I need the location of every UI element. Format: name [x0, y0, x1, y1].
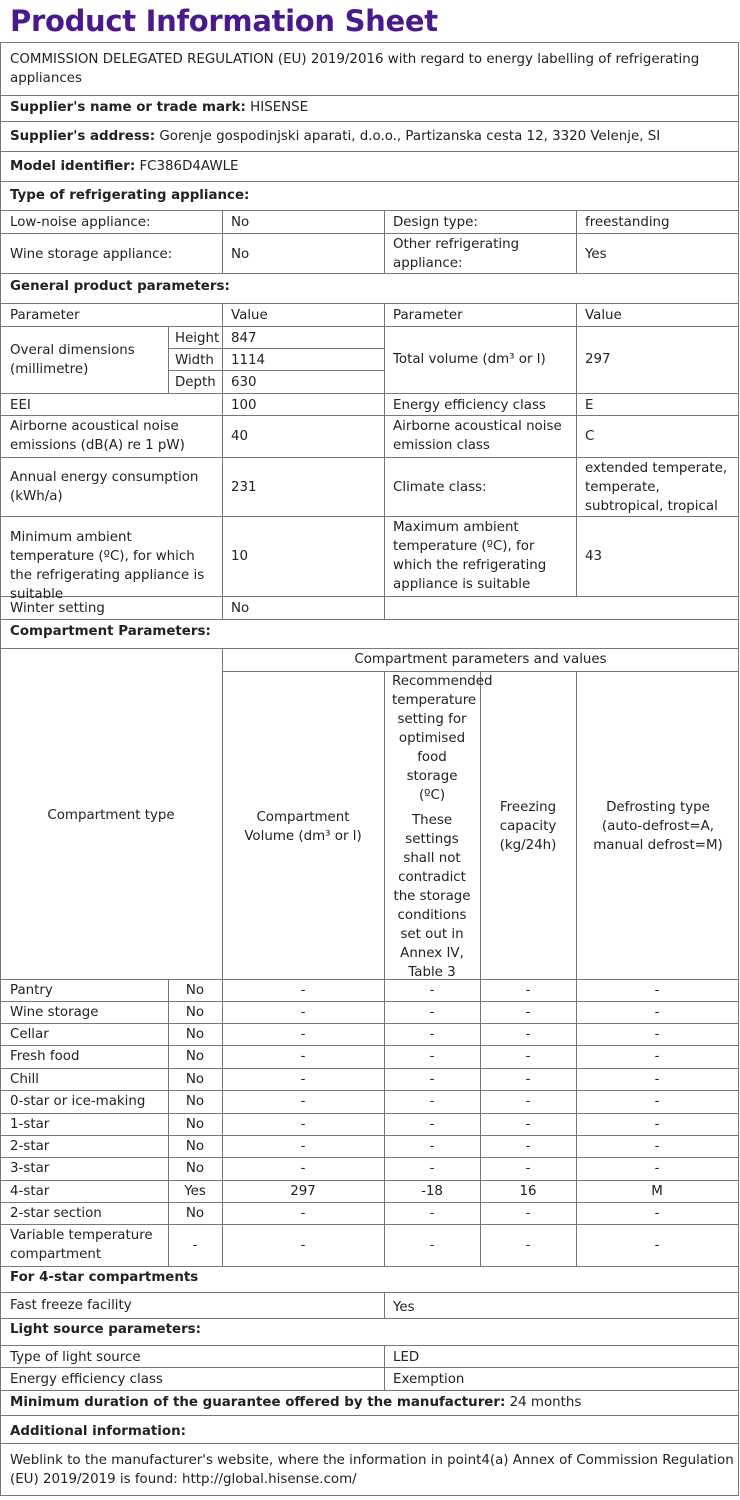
- comp-row-temp: -: [429, 1238, 435, 1253]
- noise-class-label: Airborne acoustical noise emission class: [393, 419, 562, 453]
- comp-row-temp: -: [429, 1094, 435, 1109]
- height-value: 847: [231, 331, 257, 346]
- other-appliance-value: Yes: [585, 247, 607, 262]
- light-class-label: Energy efficiency class: [10, 1372, 163, 1387]
- comp-row-defrost: -: [654, 1139, 660, 1154]
- weblink-text: Weblink to the manufacturer's website, where the information in point4(a) Annex of Commission Regulation (EU) 2019/2019 is found:: [10, 1453, 734, 1487]
- comp-row-freezing: -: [525, 1238, 531, 1253]
- low-noise-label: Low-noise appliance:: [10, 215, 151, 230]
- comp-row-temp: -: [429, 1161, 435, 1176]
- comp-row-volume: -: [300, 1005, 306, 1020]
- address-row: [10, 127, 660, 146]
- supplier-value: HISENSE: [250, 100, 309, 115]
- comp-row-name: Wine storage: [10, 1005, 99, 1020]
- comp-row-volume: -: [300, 1238, 306, 1253]
- comp-group-header: Compartment parameters and values: [354, 652, 607, 667]
- design-type-value: freestanding: [585, 215, 670, 230]
- comp-row-freezing: -: [525, 1094, 531, 1109]
- fast-freeze-value: Yes: [393, 1300, 415, 1315]
- comp-row-defrost: -: [654, 1027, 660, 1042]
- regulation-text: COMMISSION DELEGATED REGULATION (EU) 2019/2016 with regard to energy labelling of refrigerating appliances: [10, 52, 700, 86]
- design-type-label: Design type:: [393, 215, 478, 230]
- model-value: FC386D4AWLE: [139, 159, 239, 174]
- comp-row-name: Chill: [10, 1072, 39, 1087]
- comp-row-name: Pantry: [10, 983, 53, 998]
- comp-row-name: 0-star or ice-making: [10, 1094, 146, 1109]
- col-value-1: Value: [231, 308, 268, 323]
- address-label: Supplier's address:: [10, 129, 156, 144]
- comp-row-name: 4-star: [10, 1184, 50, 1199]
- comp-row-present: No: [185, 1049, 205, 1064]
- comp-row-defrost: -: [654, 1094, 660, 1109]
- guarantee-label: Minimum duration of the guarantee offered by the manufacturer:: [10, 1395, 506, 1410]
- col-parameter-1: Parameter: [10, 308, 80, 323]
- depth-value: 630: [231, 375, 257, 390]
- comp-row-present: No: [185, 983, 205, 998]
- climate-value: extended temperate, temperate, subtropical, tropical: [585, 461, 728, 514]
- guarantee-value: 24 months: [509, 1395, 582, 1410]
- comp-row-temp: -: [429, 1027, 435, 1042]
- comp-row-volume: -: [300, 1161, 306, 1176]
- comp-row-volume: 297: [290, 1184, 316, 1199]
- comp-row-defrost: -: [654, 1117, 660, 1132]
- comp-row-freezing: -: [525, 983, 531, 998]
- weblink-url[interactable]: http://global.hisense.com/: [182, 1472, 357, 1487]
- comp-freezing-header: Freezing capacity (kg/24h): [499, 800, 557, 853]
- max-temp-label: Maximum ambient temperature (ºC), for which the refrigerating appliance is suitable: [393, 520, 547, 592]
- comp-row-name: 3-star: [10, 1161, 50, 1176]
- comp-row-volume: -: [300, 1027, 306, 1042]
- comp-row-freezing: -: [525, 1139, 531, 1154]
- comp-row-defrost: -: [654, 1238, 660, 1253]
- comp-row-present: -: [192, 1238, 198, 1253]
- col-parameter-2: Parameter: [393, 308, 463, 323]
- fast-freeze-label: Fast freeze facility: [10, 1298, 132, 1313]
- comp-row-volume: -: [300, 1049, 306, 1064]
- comp-row-temp: -: [429, 1139, 435, 1154]
- comp-row-freezing: -: [525, 1049, 531, 1064]
- comp-row-freezing: -: [525, 1117, 531, 1132]
- annual-energy-value: 231: [231, 480, 257, 495]
- comp-row-volume: -: [300, 1072, 306, 1087]
- comp-row-temp: -: [429, 1117, 435, 1132]
- fourstar-heading: For 4-star compartments: [10, 1270, 199, 1285]
- energy-class-label: Energy efficiency class: [393, 398, 546, 413]
- wine-storage-value: No: [231, 247, 250, 262]
- comp-row-temp: -: [429, 983, 435, 998]
- width-value: 1114: [231, 353, 266, 368]
- comp-row-defrost: -: [654, 1049, 660, 1064]
- climate-label: Climate class:: [393, 480, 487, 495]
- comp-row-temp: -: [429, 1049, 435, 1064]
- comp-row-defrost: -: [654, 983, 660, 998]
- comp-row-present: Yes: [184, 1184, 206, 1199]
- comp-temp-header: Recommended temperature setting for optimised food storage (ºC): [392, 674, 493, 803]
- low-noise-value: No: [231, 215, 250, 230]
- col-value-2: Value: [585, 308, 622, 323]
- guarantee-row: [10, 1393, 581, 1412]
- type-heading: Type of refrigerating appliance:: [10, 188, 250, 203]
- min-temp-label: Minimum ambient temperature (ºC), for which the refrigerating appliance is suitable: [10, 530, 205, 602]
- comp-row-freezing: -: [525, 1072, 531, 1087]
- compartment-heading: Compartment Parameters:: [10, 624, 211, 639]
- comp-row-present: No: [185, 1072, 205, 1087]
- comp-row-name: 2-star: [10, 1139, 50, 1154]
- comp-row-present: No: [185, 1206, 205, 1221]
- height-label: Height: [175, 331, 220, 346]
- model-label: Model identifier:: [10, 159, 136, 174]
- supplier-label: Supplier's name or trade mark:: [10, 100, 246, 115]
- page-title: Product Information Sheet: [10, 4, 438, 38]
- dimensions-label: Overal dimensions (millimetre): [10, 343, 135, 377]
- total-volume-label: Total volume (dm³ or l): [393, 352, 546, 367]
- wine-storage-label: Wine storage appliance:: [10, 247, 173, 262]
- noise-class-value: C: [585, 429, 595, 444]
- comp-row-name: 1-star: [10, 1117, 50, 1132]
- address-value: Gorenje gospodinjski aparati, d.o.o., Partizanska cesta 12, 3320 Velenje, SI: [159, 129, 661, 144]
- comp-row-defrost: -: [654, 1206, 660, 1221]
- comp-row-present: No: [185, 1027, 205, 1042]
- comp-row-present: No: [185, 1094, 205, 1109]
- comp-row-volume: -: [300, 1117, 306, 1132]
- comp-row-freezing: -: [525, 1027, 531, 1042]
- comp-row-defrost: -: [654, 1005, 660, 1020]
- light-heading: Light source parameters:: [10, 1322, 201, 1337]
- comp-temp-note: These settings shall not contradict the storage conditions set out in Annex IV, Table 3: [393, 813, 471, 980]
- comp-row-volume: -: [300, 1139, 306, 1154]
- comp-row-defrost: M: [651, 1184, 663, 1199]
- comp-row-present: No: [185, 1117, 205, 1132]
- comp-row-present: No: [185, 1161, 205, 1176]
- comp-defrost-header: Defrosting type (auto-defrost=A, manual defrost=M): [593, 800, 723, 853]
- depth-label: Depth: [175, 375, 216, 390]
- eei-label: EEI: [10, 398, 31, 413]
- comp-row-volume: -: [300, 983, 306, 998]
- comp-volume-header: Compartment Volume (dm³ or l): [244, 810, 362, 844]
- comp-row-freezing: 16: [519, 1184, 537, 1199]
- general-heading: General product parameters:: [10, 279, 230, 294]
- annual-energy-label: Annual energy consumption (kWh/a): [10, 470, 199, 504]
- weblink-row: [10, 1451, 736, 1489]
- model-row: [10, 157, 239, 176]
- comp-row-freezing: -: [525, 1005, 531, 1020]
- noise-value: 40: [231, 429, 249, 444]
- comp-row-temp: -: [429, 1206, 435, 1221]
- light-type-label: Type of light source: [10, 1350, 141, 1365]
- comp-row-temp: -18: [421, 1184, 443, 1199]
- comp-row-volume: -: [300, 1206, 306, 1221]
- comp-row-defrost: -: [654, 1161, 660, 1176]
- width-label: Width: [175, 353, 214, 368]
- comp-row-name: Fresh food: [10, 1049, 80, 1064]
- total-volume-value: 297: [585, 352, 611, 367]
- comp-row-present: No: [185, 1005, 205, 1020]
- winter-value: No: [231, 601, 250, 616]
- winter-label: Winter setting: [10, 601, 105, 616]
- min-temp-value: 10: [231, 549, 249, 564]
- comp-type-header: Compartment type: [47, 808, 175, 823]
- additional-heading: Additional information:: [10, 1424, 186, 1439]
- comp-row-name: Cellar: [10, 1027, 49, 1042]
- other-appliance-label: Other refrigerating appliance:: [393, 237, 520, 271]
- comp-row-present: No: [185, 1139, 205, 1154]
- comp-row-defrost: -: [654, 1072, 660, 1087]
- max-temp-value: 43: [585, 549, 603, 564]
- comp-row-freezing: -: [525, 1161, 531, 1176]
- eei-value: 100: [231, 398, 257, 413]
- supplier-row: [10, 98, 308, 117]
- comp-row-temp: -: [429, 1072, 435, 1087]
- comp-row-volume: -: [300, 1094, 306, 1109]
- energy-class-value: E: [585, 398, 594, 413]
- comp-row-temp: -: [429, 1005, 435, 1020]
- comp-row-name: 2-star section: [10, 1206, 102, 1221]
- comp-row-freezing: -: [525, 1206, 531, 1221]
- light-type-value: LED: [393, 1350, 420, 1365]
- comp-row-name: Variable temperature compartment: [10, 1228, 153, 1262]
- noise-label: Airborne acoustical noise emissions (dB(A) re 1 pW): [10, 419, 185, 453]
- light-class-value: Exemption: [393, 1372, 465, 1387]
